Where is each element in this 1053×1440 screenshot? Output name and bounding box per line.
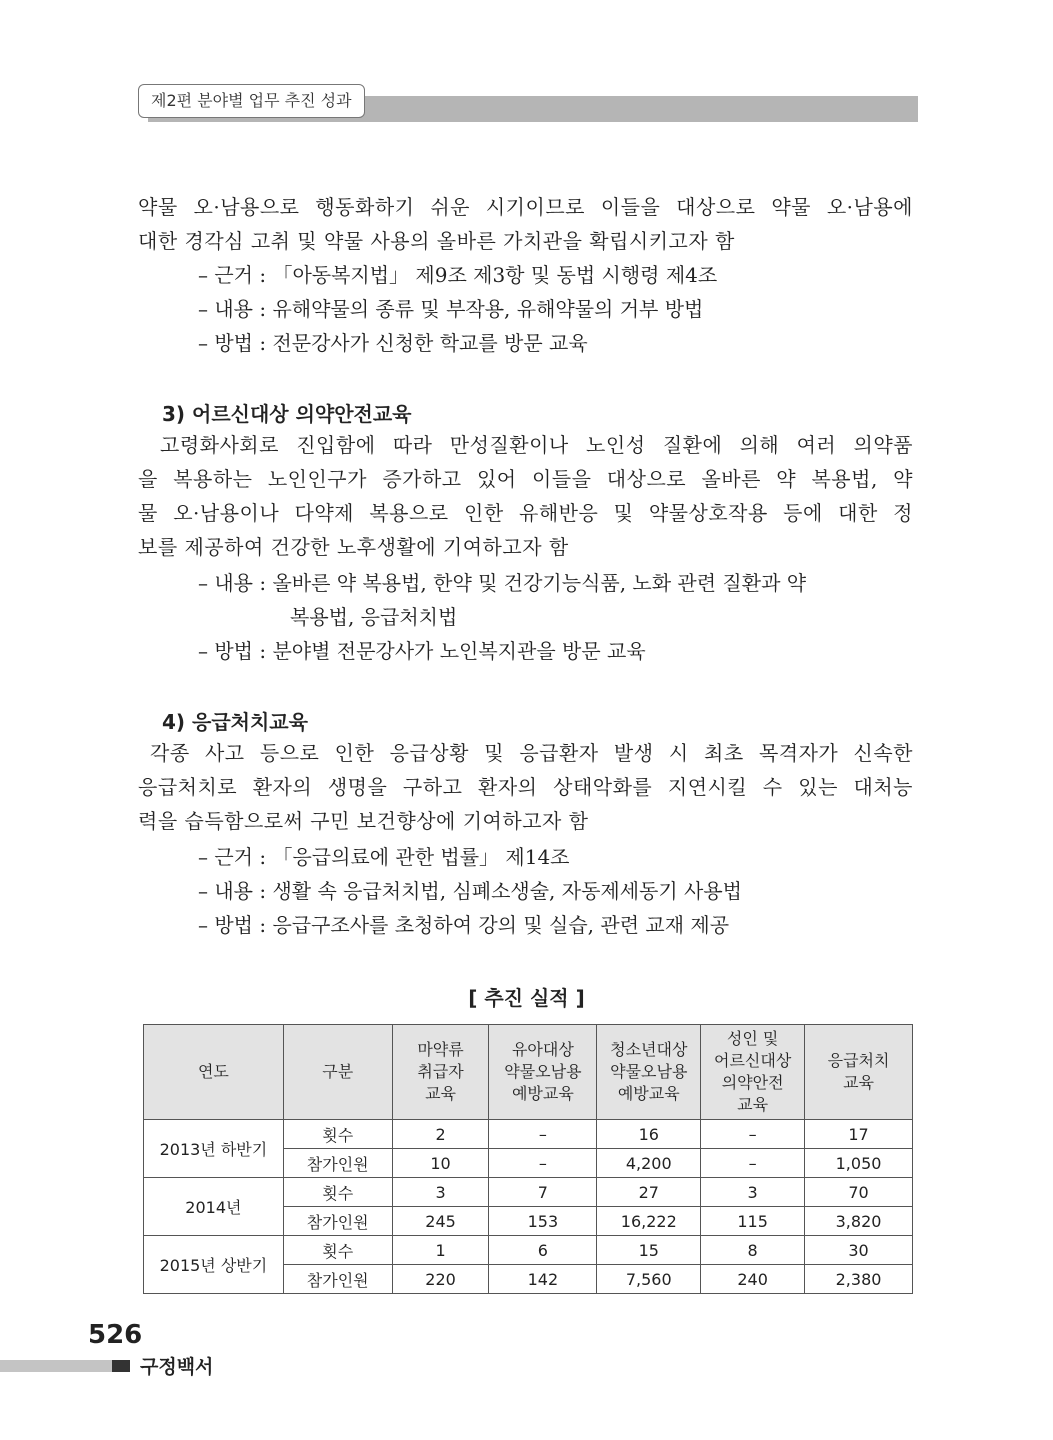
section4-basis: – 근거 : 「응급의료에 관한 법률」 제14조 xyxy=(198,845,570,869)
header-text: 약물오남용 xyxy=(504,1062,582,1081)
intro-line-2: 대한 경각심 고취 및 약물 사용의 올바른 가치관을 확립시키고자 함 xyxy=(138,229,735,253)
intro-paragraph xyxy=(138,190,913,258)
table-cell: 16,222 xyxy=(597,1207,701,1236)
table-cell: 2 xyxy=(392,1120,489,1149)
footer-square xyxy=(112,1360,130,1372)
header-senior-safety-edu xyxy=(701,1025,805,1120)
intro-content: – 내용 : 유해약물의 종류 및 부작용, 유해약물의 거부 방법 xyxy=(198,297,704,321)
page-number: 526 xyxy=(88,1320,143,1350)
table-cell: 1 xyxy=(392,1236,489,1265)
table-cell: – xyxy=(489,1149,597,1178)
table-cell: 27 xyxy=(597,1178,701,1207)
row-label: 횟수 xyxy=(283,1178,392,1207)
table-cell: 16 xyxy=(597,1120,701,1149)
header-text: 교육 xyxy=(737,1095,769,1114)
table-cell: 6 xyxy=(489,1236,597,1265)
section4-content: – 내용 : 생활 속 응급처치법, 심폐소생술, 자동제세동기 사용법 xyxy=(198,879,742,903)
header-text: 어르신대상 xyxy=(714,1051,792,1070)
table-header-row xyxy=(144,1025,913,1120)
header-text: 응급처치 xyxy=(827,1051,890,1070)
header-text: 의약안전 xyxy=(721,1073,784,1092)
header-drug-handler-edu xyxy=(392,1025,489,1120)
section3-method: – 방법 : 분야별 전문강사가 노인복지관을 방문 교육 xyxy=(198,639,646,663)
section4-line-2: 응급처치로 환자의 생명을 구하고 환자의 상태악화를 지연시킬 수 있는 대처능 xyxy=(138,775,913,799)
section3-heading: 3) 어르신대상 의약안전교육 xyxy=(162,402,412,426)
header-youth-drug-edu xyxy=(597,1025,701,1120)
header-first-aid-edu xyxy=(805,1025,913,1120)
section3-line-3: 물 오·남용이나 다약제 복용으로 인한 유해반응 및 약물상호작용 등에 대한 정 xyxy=(138,501,913,525)
row-label: 횟수 xyxy=(283,1236,392,1265)
table-row xyxy=(144,1120,913,1149)
section4-line-3: 력을 습득함으로써 구민 보건향상에 기여하고자 함 xyxy=(138,809,589,833)
row-label: 횟수 xyxy=(283,1120,392,1149)
table-cell: 7,560 xyxy=(597,1265,701,1294)
table-title: [ 추진 실적 ] xyxy=(468,986,585,1010)
header-text: 성인 및 xyxy=(726,1029,779,1048)
table-cell: 2,380 xyxy=(805,1265,913,1294)
header-category: 구분 xyxy=(283,1025,392,1120)
header-text: 청소년대상 xyxy=(610,1040,688,1059)
table-cell: – xyxy=(701,1149,805,1178)
table-row xyxy=(144,1178,913,1207)
section3-line-4: 보를 제공하여 건강한 노후생활에 기여하고자 함 xyxy=(138,535,569,559)
table-cell: 142 xyxy=(489,1265,597,1294)
header-text: 취급자 xyxy=(417,1062,464,1081)
header-text: 약물오남용 xyxy=(610,1062,688,1081)
table-cell: 220 xyxy=(392,1265,489,1294)
header-text: 예방교육 xyxy=(617,1084,680,1103)
header-text: 교육 xyxy=(425,1084,456,1103)
header-text: 예방교육 xyxy=(511,1084,574,1103)
section4-method: – 방법 : 응급구조사를 초청하여 강의 및 실습, 관련 교재 제공 xyxy=(198,913,730,937)
row-year: 2015년 상반기 xyxy=(144,1236,284,1294)
section3-content: – 내용 : 올바른 약 복용법, 한약 및 건강기능식품, 노화 관련 질환과 약 xyxy=(198,571,807,595)
intro-method: – 방법 : 전문강사가 신청한 학교를 방문 교육 xyxy=(198,331,588,355)
table-cell: 7 xyxy=(489,1178,597,1207)
table-cell: – xyxy=(489,1120,597,1149)
intro-basis: – 근거 : 「아동복지법」 제9조 제3항 및 동법 시행령 제4조 xyxy=(198,263,718,287)
performance-table xyxy=(143,1024,913,1294)
table-cell: 70 xyxy=(805,1178,913,1207)
header-year: 연도 xyxy=(144,1025,284,1120)
table-cell: 153 xyxy=(489,1207,597,1236)
row-year: 2013년 하반기 xyxy=(144,1120,284,1178)
header-text: 유아대상 xyxy=(511,1040,574,1059)
section4-paragraph xyxy=(138,736,913,838)
section3-line-2: 을 복용하는 노인인구가 증가하고 있어 이들을 대상으로 올바른 약 복용법, 약 xyxy=(138,467,913,491)
row-label: 참가인원 xyxy=(283,1265,392,1294)
table-cell: 1,050 xyxy=(805,1149,913,1178)
section3-content-cont: 복용법, 응급처치법 xyxy=(290,605,458,629)
row-label: 참가인원 xyxy=(283,1207,392,1236)
table-row xyxy=(144,1236,913,1265)
table-cell: 30 xyxy=(805,1236,913,1265)
table-cell: 17 xyxy=(805,1120,913,1149)
table-cell: 115 xyxy=(701,1207,805,1236)
table-cell: 3,820 xyxy=(805,1207,913,1236)
table-cell: 240 xyxy=(701,1265,805,1294)
publication-name: 구정백서 xyxy=(140,1356,214,1378)
row-year: 2014년 xyxy=(144,1178,284,1236)
table-cell: 10 xyxy=(392,1149,489,1178)
row-label: 참가인원 xyxy=(283,1149,392,1178)
table-cell: 3 xyxy=(392,1178,489,1207)
table-cell: 245 xyxy=(392,1207,489,1236)
header-text: 마약류 xyxy=(417,1040,464,1059)
header-infant-drug-edu xyxy=(489,1025,597,1120)
table-cell: – xyxy=(701,1120,805,1149)
section3-paragraph xyxy=(138,428,913,564)
section-title: 제2편 분야별 업무 추진 성과 xyxy=(138,84,365,118)
table-cell: 3 xyxy=(701,1178,805,1207)
footer-bar xyxy=(0,1360,112,1372)
section4-heading: 4) 응급처치교육 xyxy=(162,710,308,734)
table-cell: 4,200 xyxy=(597,1149,701,1178)
section3-line-1: 고령화사회로 진입함에 따라 만성질환이나 노인성 질환에 의해 여러 의약품 xyxy=(160,433,913,457)
table-cell: 15 xyxy=(597,1236,701,1265)
section4-line-1: 각종 사고 등으로 인한 응급상황 및 응급환자 발생 시 최초 목격자가 신속한 xyxy=(150,741,913,765)
header-text: 교육 xyxy=(843,1073,874,1092)
table-cell: 8 xyxy=(701,1236,805,1265)
intro-line-1: 약물 오·남용으로 행동화하기 쉬운 시기이므로 이들을 대상으로 약물 오·남용에 xyxy=(138,195,913,219)
